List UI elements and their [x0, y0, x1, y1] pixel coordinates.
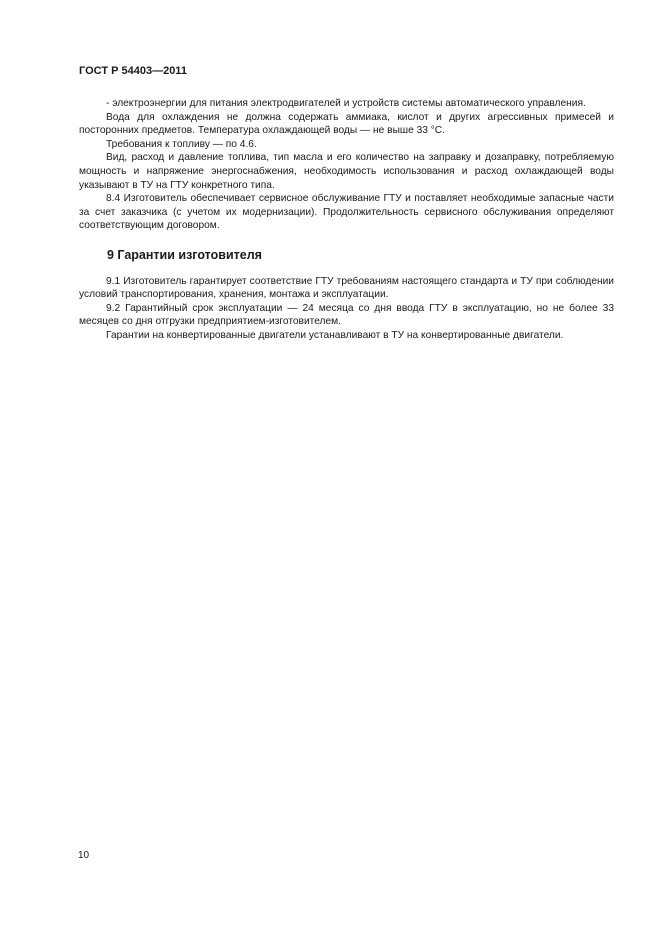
paragraph: 9.1 Изготовитель гарантирует соответствие ГТУ требованиям настоящего стандарта и ТУ при соблюдении условий транспортирования, хранения, монтажа и эксплуатации.	[79, 275, 614, 301]
paragraph: Требования к топливу — по 4.6.	[106, 138, 257, 150]
document-header: ГОСТ Р 54403—2011	[79, 65, 187, 77]
paragraph: 9.2 Гарантийный срок эксплуатации — 24 месяца со дня ввода ГТУ в эксплуатацию, но не более 33 месяцев со дня отгрузки предприятием-изготовителем.	[79, 302, 614, 328]
paragraph: Вода для охлаждения не должна содержать аммиака, кислот и других агрессивных примесей и посторонних предметов. Температура охлаждающей воды — не выше 33 °С.	[79, 111, 614, 137]
section-heading: 9 Гарантии изготовителя	[107, 247, 262, 262]
paragraph: - электроэнергии для питания электродвигателей и устройств системы автоматического управления.	[106, 98, 586, 109]
document-body	[79, 97, 614, 343]
page-number: 10	[78, 850, 90, 861]
paragraph: 8.4 Изготовитель обеспечивает сервисное обслуживание ГТУ и поставляет необходимые запасные части за счет заказчика (с учетом их модернизации). Продолжительность сервисного обслуживания определяют соответствующим договором.	[79, 193, 614, 232]
paragraph: Вид, расход и давление топлива, тип масла и его количество на заправку и дозаправку, потребляемую мощность и напряжение энергоснабжения, необходимость использования и расход охлаждающей воды указывают в ТУ на ГТУ конкретного типа.	[79, 152, 614, 191]
paragraph: Гарантии на конвертированные двигатели устанавливают в ТУ на конвертированные двигатели.	[106, 329, 564, 341]
